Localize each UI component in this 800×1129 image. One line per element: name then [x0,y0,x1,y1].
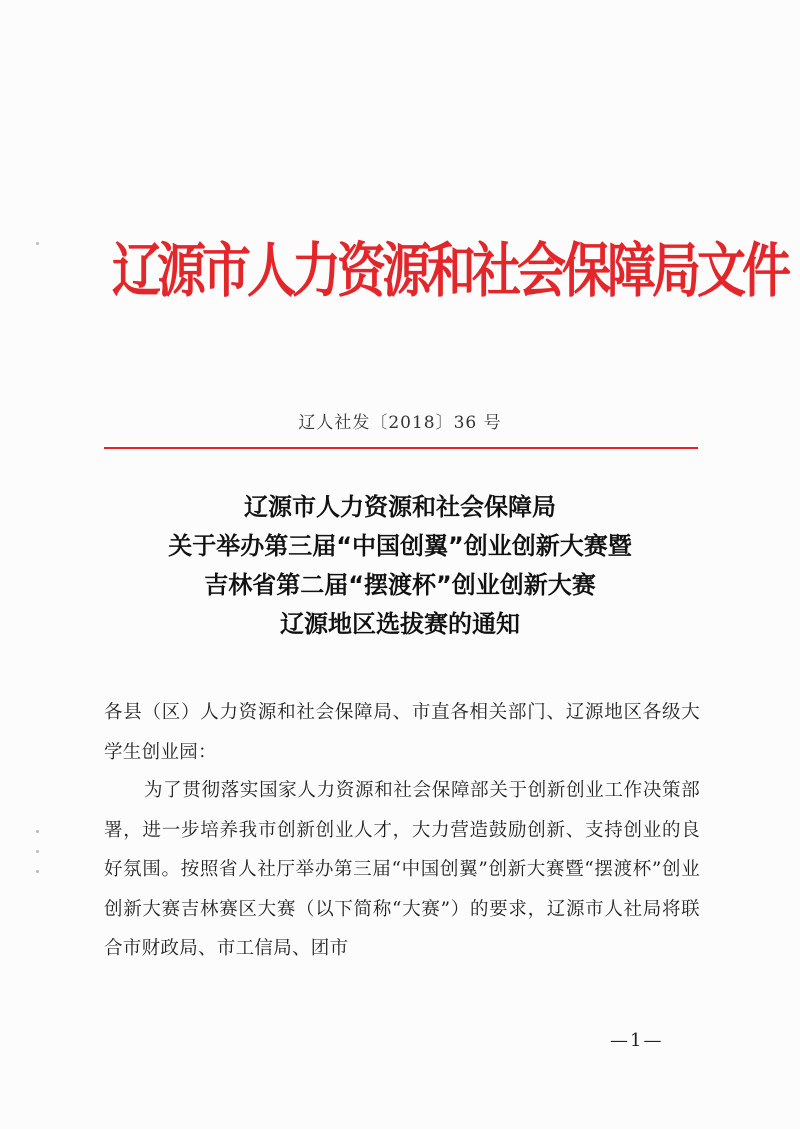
punch-hole-mark [36,242,39,245]
notice-title-line: 辽源地区选拔赛的通知 [280,610,520,638]
recipients-text: 各县（区）人力资源和社会保障局、市直各相关部门、辽源地区各级大学生创业园： [104,702,700,763]
document-header-title: 辽源市人力资源和社会保障局文件 [112,237,788,306]
punch-hole-mark [36,830,39,833]
notice-title [0,488,800,644]
red-divider-line [104,447,698,449]
notice-title-line: 关于举办第三届“中国创翼”创业创新大赛暨 [168,532,632,560]
document-number: 辽人社发〔2018〕36 号 [298,413,502,433]
notice-title-line: 吉林省第二届“摆渡杯”创业创新大赛 [204,571,596,599]
punch-hole-mark [36,850,39,853]
notice-title-line: 辽源市人力资源和社会保障局 [244,493,556,521]
bleed-through-mark [112,150,702,180]
page-number: —1— [610,1030,664,1051]
punch-hole-mark [36,870,39,873]
body-paragraph: 为了贯彻落实国家人力资源和社会保障部关于创新创业工作决策部署，进一步培养我市创新创业人才，大力营造鼓励创新、支持创业的良好氛围。按照省人社厅举办第三届“中国创翼”创新大赛暨“摆渡杯”创业创新大赛吉林赛区大赛（以下简称“大赛”）的要求，辽源市人社局将联合市财政局、市工信局、团市 [104,780,700,959]
